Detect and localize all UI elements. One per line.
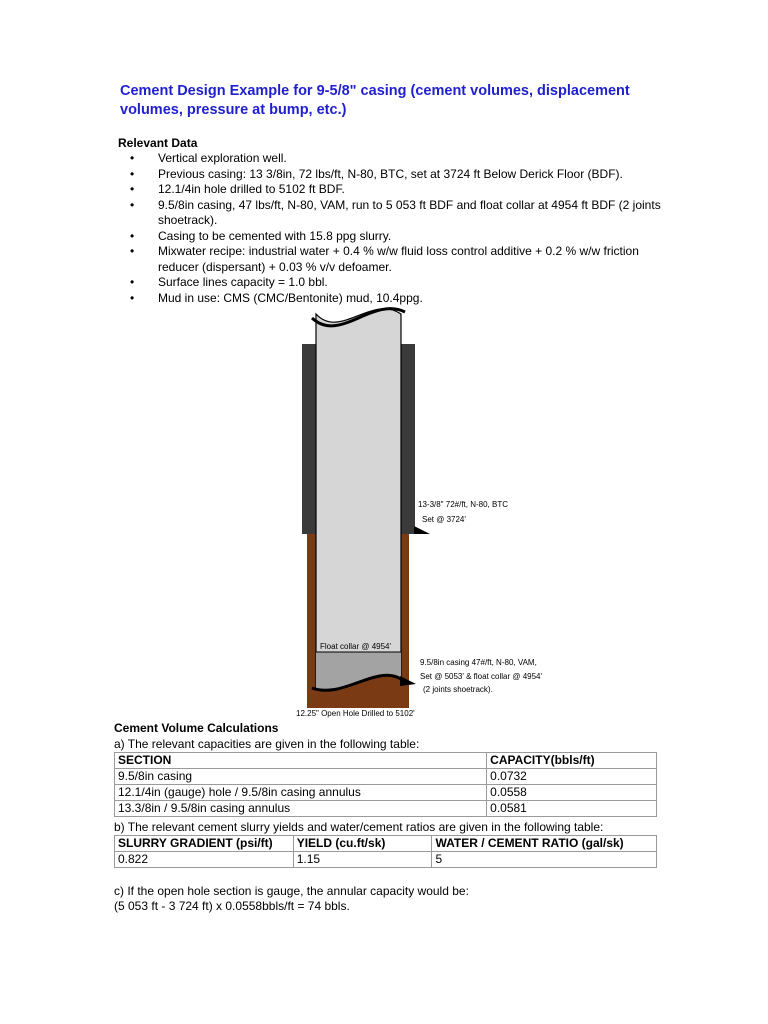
slurry-table bbox=[114, 835, 657, 868]
table-row bbox=[115, 852, 657, 868]
float-collar-label: Float collar @ 4954' bbox=[320, 642, 392, 651]
list-item: • Surface lines capacity = 1.0 bbl. bbox=[130, 275, 670, 291]
wellbore-diagram bbox=[0, 300, 768, 720]
calc-heading: Cement Volume Calculations bbox=[114, 721, 279, 735]
header-section: SECTION bbox=[115, 753, 487, 769]
calc-c-text: c) If the open hole section is gauge, the annular capacity would be: bbox=[114, 884, 469, 898]
list-item: • Mixwater recipe: industrial water + 0.4 % w/w fluid loss control additive + 0.2 % w/w friction reducer (dispersant) + 0.03 % v/v defoamer. bbox=[130, 244, 670, 275]
relevant-data-list bbox=[130, 151, 670, 306]
document-title: Cement Design Example for 9-5/8" casing (cement volumes, displacement volumes, pressure at bump, etc.) bbox=[120, 83, 630, 118]
outer-casing-label-1: 13-3/8" 72#/ft, N-80, BTC bbox=[418, 500, 508, 509]
relevant-data-heading: Relevant Data bbox=[118, 136, 198, 150]
header-water-cement-ratio: WATER / CEMENT RATIO (gal/sk) bbox=[432, 836, 657, 852]
list-item: • Mud in use: CMS (CMC/Bentonite) mud, 10.4ppg. bbox=[130, 291, 670, 307]
table-cell: 0.0581 bbox=[487, 801, 657, 817]
list-item: • 9.5/8in casing, 47 lbs/ft, N-80, VAM, run to 5 053 ft BDF and float collar at 4954 ft BDF (2 joints shoetrack). bbox=[130, 198, 670, 229]
list-item: • Casing to be cemented with 15.8 ppg slurry. bbox=[130, 229, 670, 245]
table-cell: 5 bbox=[432, 852, 657, 868]
table-row bbox=[115, 769, 657, 785]
table-row bbox=[115, 785, 657, 801]
table-header-row bbox=[115, 836, 657, 852]
inner-casing-label-2: Set @ 5053' & float collar @ 4954' bbox=[420, 672, 543, 681]
calc-b-text: b) The relevant cement slurry yields and water/cement ratios are given in the following table: bbox=[114, 820, 604, 834]
list-item: • Previous casing: 13 3/8in, 72 lbs/ft, N-80, BTC, set at 3724 ft Below Derick Floor (BDF). bbox=[130, 167, 670, 183]
header-slurry-gradient: SLURRY GRADIENT (psi/ft) bbox=[115, 836, 294, 852]
table-cell: 0.822 bbox=[115, 852, 294, 868]
capacity-table bbox=[114, 752, 657, 817]
table-cell: 9.5/8in casing bbox=[115, 769, 487, 785]
table-row bbox=[115, 801, 657, 817]
inner-casing-label-3: (2 joints shoetrack). bbox=[423, 685, 493, 694]
outer-casing-right-wall bbox=[401, 344, 415, 534]
list-item: • Vertical exploration well. bbox=[130, 151, 670, 167]
list-item: • 12.1/4in hole drilled to 5102 ft BDF. bbox=[130, 182, 670, 198]
table-cell: 0.0558 bbox=[487, 785, 657, 801]
open-hole-label: 12.25" Open Hole Drilled to 5102' bbox=[296, 709, 415, 718]
inner-casing bbox=[316, 309, 401, 690]
outer-casing-shoe-marker bbox=[414, 526, 430, 534]
table-cell: 0.0732 bbox=[487, 769, 657, 785]
calc-c-result: (5 053 ft - 3 724 ft) x 0.0558bbls/ft = 74 bbls. bbox=[114, 899, 350, 913]
header-yield: YIELD (cu.ft/sk) bbox=[293, 836, 432, 852]
header-capacity: CAPACITY(bbls/ft) bbox=[487, 753, 657, 769]
outer-casing-left-wall bbox=[302, 344, 316, 534]
outer-casing-label-2: Set @ 3724' bbox=[422, 515, 466, 524]
calc-a-text: a) The relevant capacities are given in the following table: bbox=[114, 737, 420, 751]
table-cell: 13.3/8in / 9.5/8in casing annulus bbox=[115, 801, 487, 817]
table-cell: 12.1/4in (gauge) hole / 9.5/8in casing annulus bbox=[115, 785, 487, 801]
table-cell: 1.15 bbox=[293, 852, 432, 868]
table-header-row bbox=[115, 753, 657, 769]
inner-casing-label-1: 9.5/8in casing 47#/ft, N-80, VAM, bbox=[420, 658, 537, 667]
